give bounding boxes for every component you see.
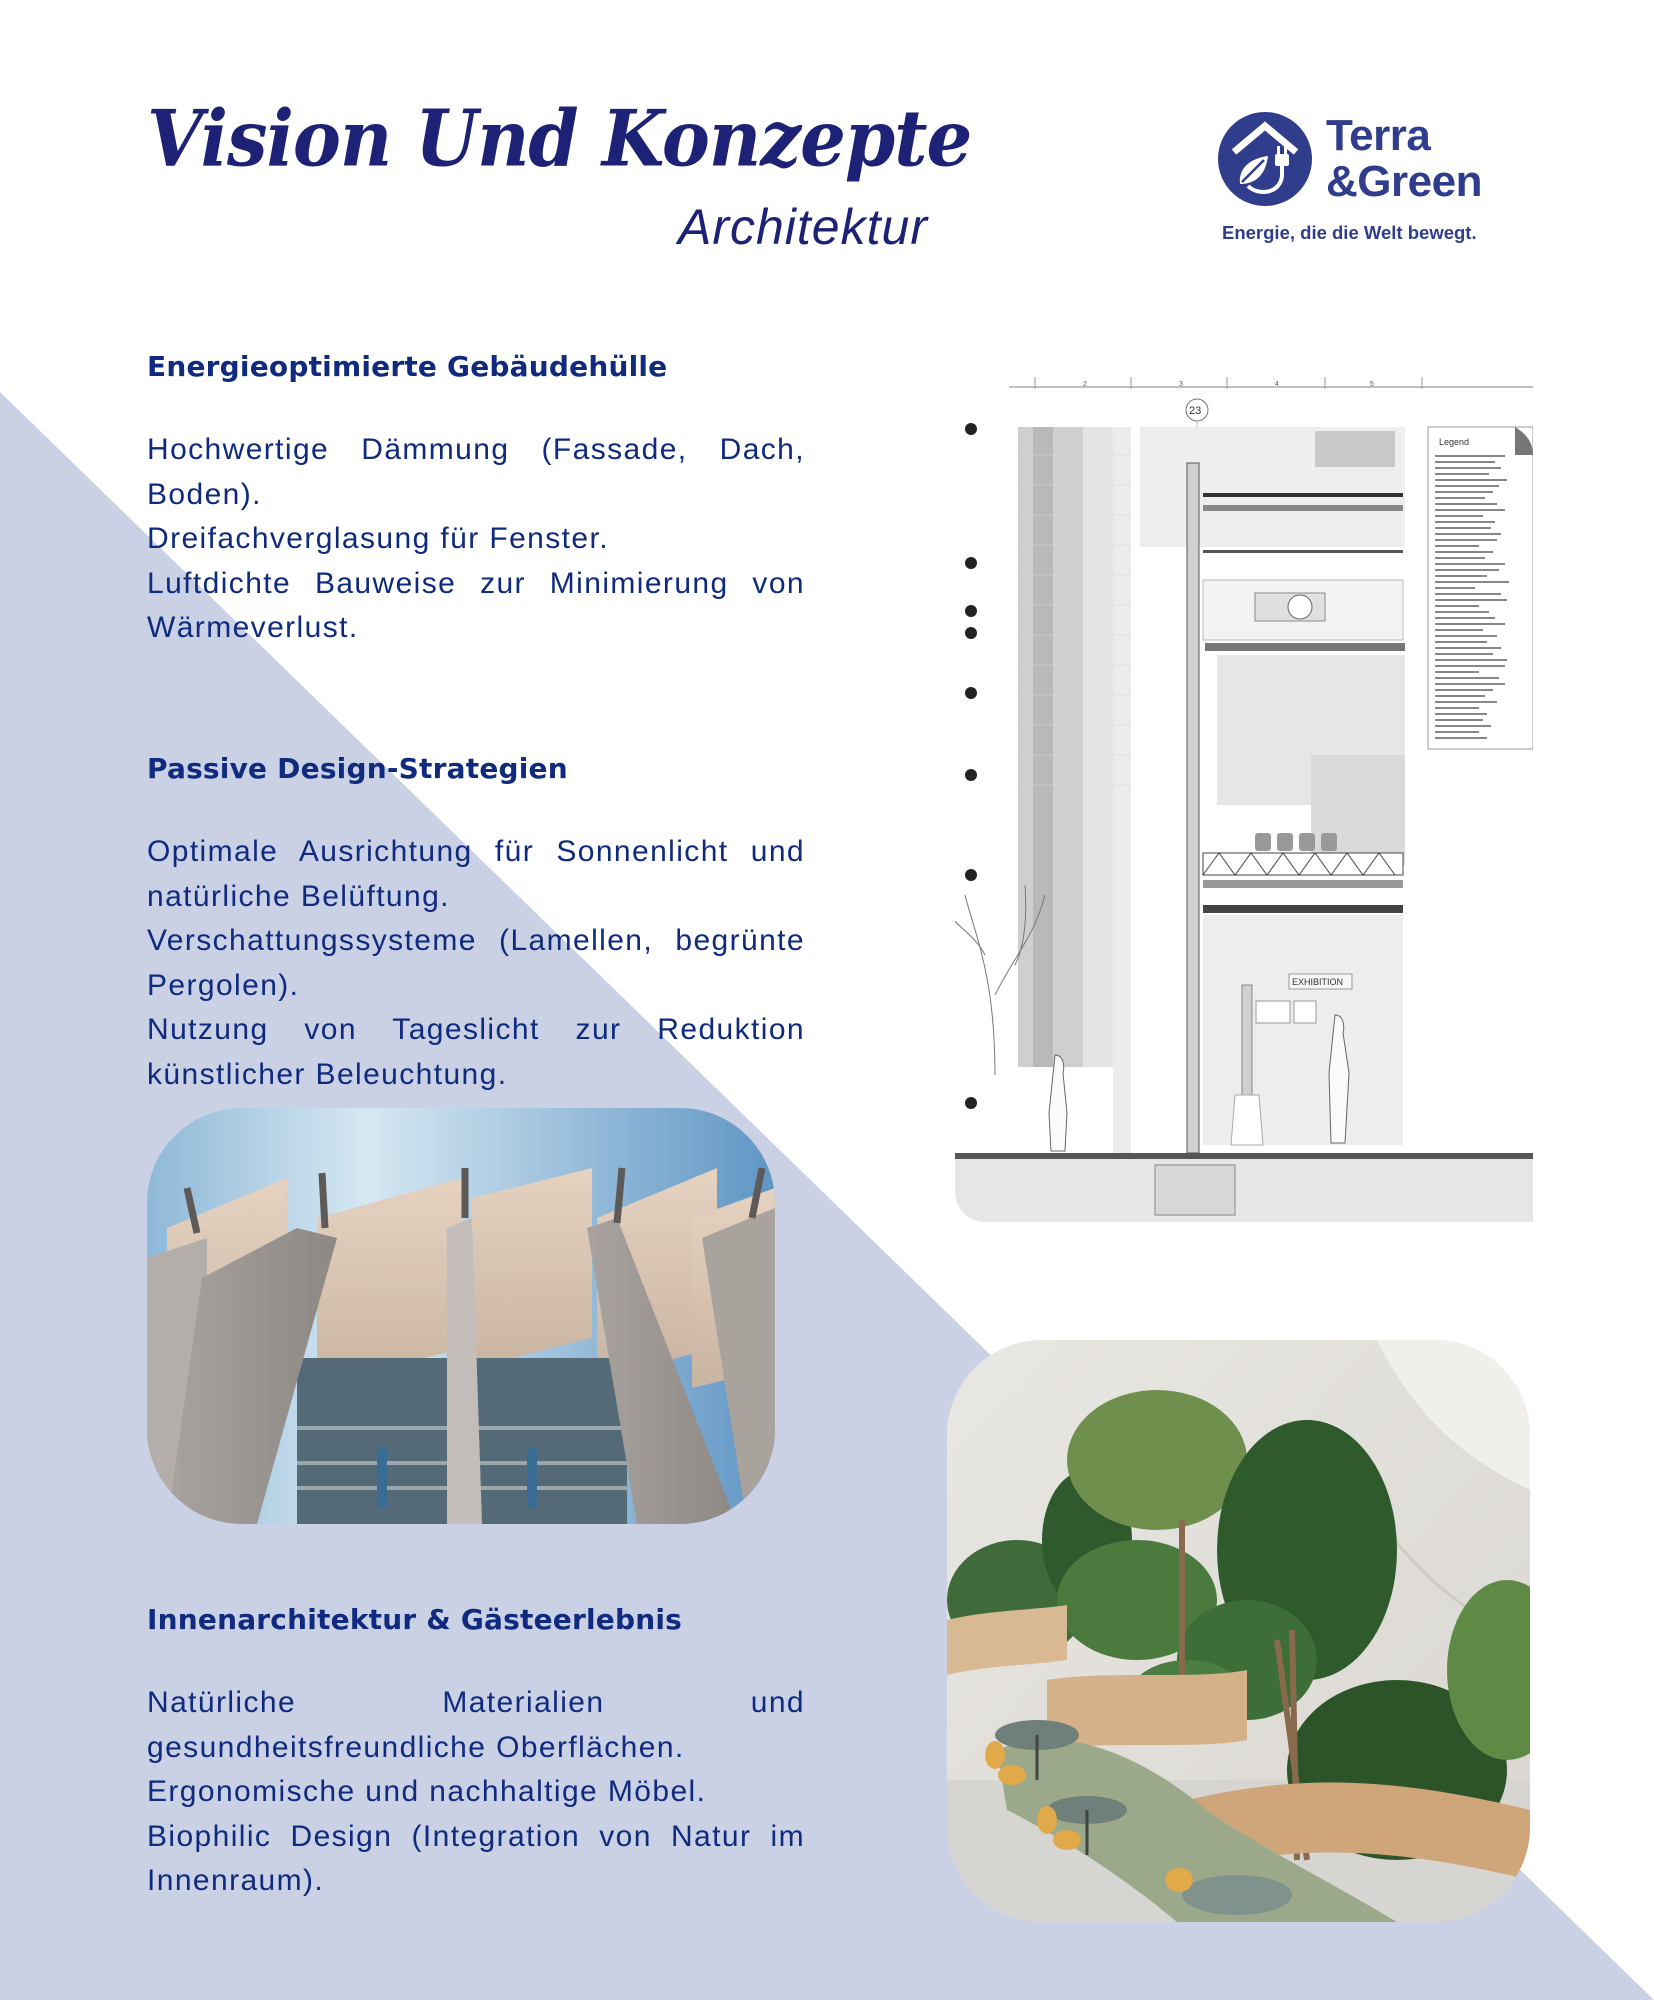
logo-tagline: Energie, die die Welt bewegt.	[1222, 222, 1477, 243]
body-line: Biophilic Design (Integration von Natur im Innenraum).	[147, 1819, 805, 1898]
body-line: Optimale Ausrichtung für Sonnenlicht und natürliche Belüftung.	[147, 835, 805, 913]
page-title: Vision Und Konzepte	[147, 92, 972, 184]
svg-text:2: 2	[1083, 381, 1087, 388]
drawing-room-label: EXHIBITION	[1292, 977, 1344, 987]
house-leaf-plug-icon	[1218, 112, 1312, 206]
section-building-envelope	[147, 350, 805, 651]
body-line: Dreifachverglasung für Fenster.	[147, 522, 609, 556]
svg-text:3: 3	[1179, 381, 1183, 388]
body-line: Ergonomische und nachhaltige Möbel.	[147, 1775, 707, 1809]
svg-text:5: 5	[1370, 381, 1374, 388]
body-line: Hochwertige Dämmung (Fassade, Dach, Boden).	[147, 433, 805, 511]
logo-wordmark-line1: Terra	[1326, 111, 1431, 160]
section-body	[147, 428, 805, 651]
concrete-facade-photo	[147, 1108, 775, 1524]
body-line: Nutzung von Tageslicht zur Reduktion künstlicher Beleuchtung.	[147, 1013, 805, 1091]
page-subtitle: Architektur	[678, 199, 928, 255]
logo-wordmark-line2: &Green	[1326, 157, 1482, 206]
company-logo	[1218, 112, 1518, 252]
section-passive-design	[147, 752, 805, 1098]
section-heading: Passive Design-Strategien	[147, 752, 568, 785]
biophilic-interior-photo	[947, 1340, 1530, 1922]
body-line: Verschattungssysteme (Lamellen, begrünte Pergolen).	[147, 924, 805, 1002]
body-line: Luftdichte Bauweise zur Minimierung von Wärmeverlust.	[147, 566, 805, 645]
section-heading: Innenarchitektur & Gästeerlebnis	[147, 1603, 683, 1636]
section-interior-architecture	[147, 1603, 805, 1904]
body-line: Natürliche Materialien und gesundheitsfreundliche Oberflächen.	[147, 1686, 805, 1764]
section-body	[147, 1681, 805, 1904]
legend-title: Legend	[1439, 437, 1470, 447]
section-heading: Energieoptimierte Gebäudehülle	[147, 350, 668, 383]
architectural-section-drawing	[955, 375, 1533, 1222]
section-body	[147, 830, 805, 1098]
grid-marker-label: 23	[1189, 405, 1202, 417]
svg-text:4: 4	[1275, 381, 1279, 388]
